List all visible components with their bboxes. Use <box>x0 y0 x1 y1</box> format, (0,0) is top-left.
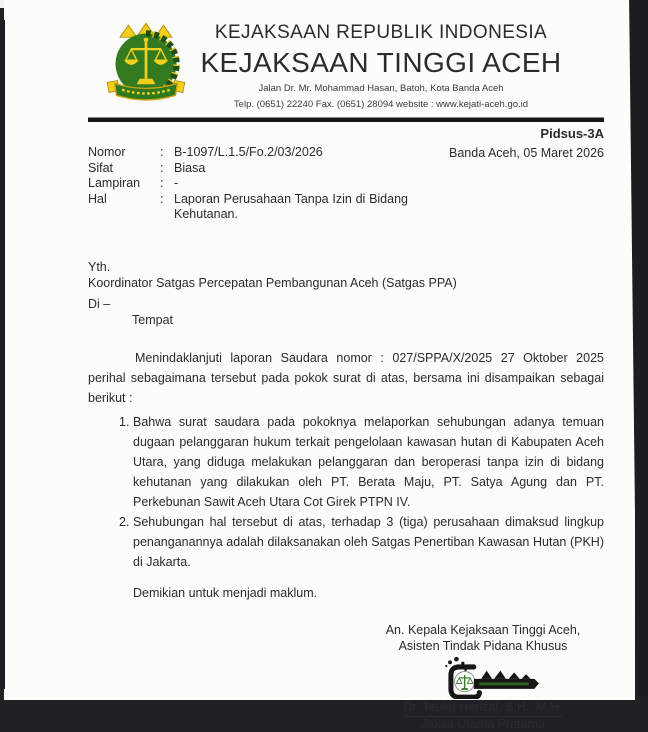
place-date-line: Banda Aceh, 05 Maret 2026 <box>449 146 604 160</box>
office-address: Jalan Dr. Mr. Mohammad Hasan, Batoh, Kota Banda Aceh <box>258 83 504 94</box>
signature-role: Asisten Tindak Pidana Khusus <box>398 638 568 653</box>
meta-value-nomor: B-1097/L.1.5/Fo.2/03/2026 <box>174 145 323 159</box>
list-item <box>88 412 604 512</box>
meta-label-hal: Hal <box>88 191 107 206</box>
opening-paragraph: Menindaklanjuti laporan Saudara nomor : 027/SPPA/X/2025 27 Oktober 2025 perihal sebagaimana tersebut pada pokok surat di atas, bersama ini disampaikan sebagai berikut : <box>88 350 604 405</box>
list-item-text: Bahwa surat saudara pada pokoknya melaporkan sehubungan adanya temuan dugaan pelanggaran hukum terkait pengelolaan kawasan hutan di Kabupaten Aceh Utara, yang diduga melakukan pelanggaran dan beroperasi tanpa izin di bidang kehutanan yang dilakukan oleh PT. Berata Maju, PT. Satya Agung dan PT. Perkebunan Sawit Aceh Utara Cot Girek PTPN IV. <box>133 414 604 509</box>
signatory-rank: Jaksa Utama Pratama <box>421 716 545 731</box>
meta-label-nomor: Nomor <box>88 145 126 159</box>
recipient-block <box>88 259 604 328</box>
meta-label-lampiran: Lampiran <box>88 176 141 190</box>
meta-value-lampiran: - <box>174 176 179 190</box>
classification-code: Pidsus-3A <box>540 126 604 141</box>
signature-block <box>362 623 604 732</box>
photo-left-edge <box>0 20 5 689</box>
meta-value-sifat: Biasa <box>174 160 206 175</box>
list-item-number: 2. <box>119 514 130 529</box>
recipient-di: Di – <box>88 296 111 311</box>
signatory-name: Dr. Teuku Herizal, S.H., M.H. <box>403 700 563 717</box>
letter-meta <box>88 145 604 223</box>
meta-label-sifat: Sifat <box>88 160 114 175</box>
letterhead <box>98 21 604 111</box>
list-item-text: Sehubungan hal tersebut di atas, terhadap 3 (tiga) perusahaan dimaksud lingkup penanganannya adalah dilaksanakan oleh Satgas Penertiban Kawasan Hutan (PKH) di Jakarta. <box>133 514 604 569</box>
numbered-list <box>88 412 604 572</box>
signature-on-behalf: An. Kepala Kejaksaan Tinggi Aceh, <box>385 623 581 637</box>
meta-colon: : <box>160 176 164 190</box>
meta-colon: : <box>160 160 164 175</box>
list-item-number: 1. <box>119 414 130 429</box>
recipient-place: Tempat <box>132 312 173 327</box>
signature-stamp-icon <box>418 655 548 699</box>
closing-sentence: Demikian untuk menjadi maklum. <box>133 585 318 600</box>
letterhead-text <box>196 21 566 111</box>
meta-colon: : <box>160 191 164 206</box>
office-contact: Telp. (0651) 22240 Fax. (0651) 28094 website : www.kejati-aceh.go.id <box>233 99 529 110</box>
org-name-office: KEJAKSAAN TINGGI ACEH <box>200 47 562 78</box>
meta-grid <box>88 145 408 223</box>
list-item <box>88 512 604 572</box>
kejaksaan-emblem-icon <box>98 21 196 110</box>
meta-value-hal: Laporan Perusahaan Tanpa Izin di Bidang Kehutanan. <box>174 191 408 221</box>
org-name-republic: KEJAKSAAN REPUBLIK INDONESIA <box>214 22 548 43</box>
letterhead-divider <box>88 117 604 122</box>
meta-colon: : <box>160 145 164 159</box>
recipient-salutation: Yth. <box>88 259 111 274</box>
recipient-name: Koordinator Satgas Percepatan Pembangunan Aceh (Satgas PPA) <box>88 275 457 290</box>
letter-page <box>4 0 635 731</box>
